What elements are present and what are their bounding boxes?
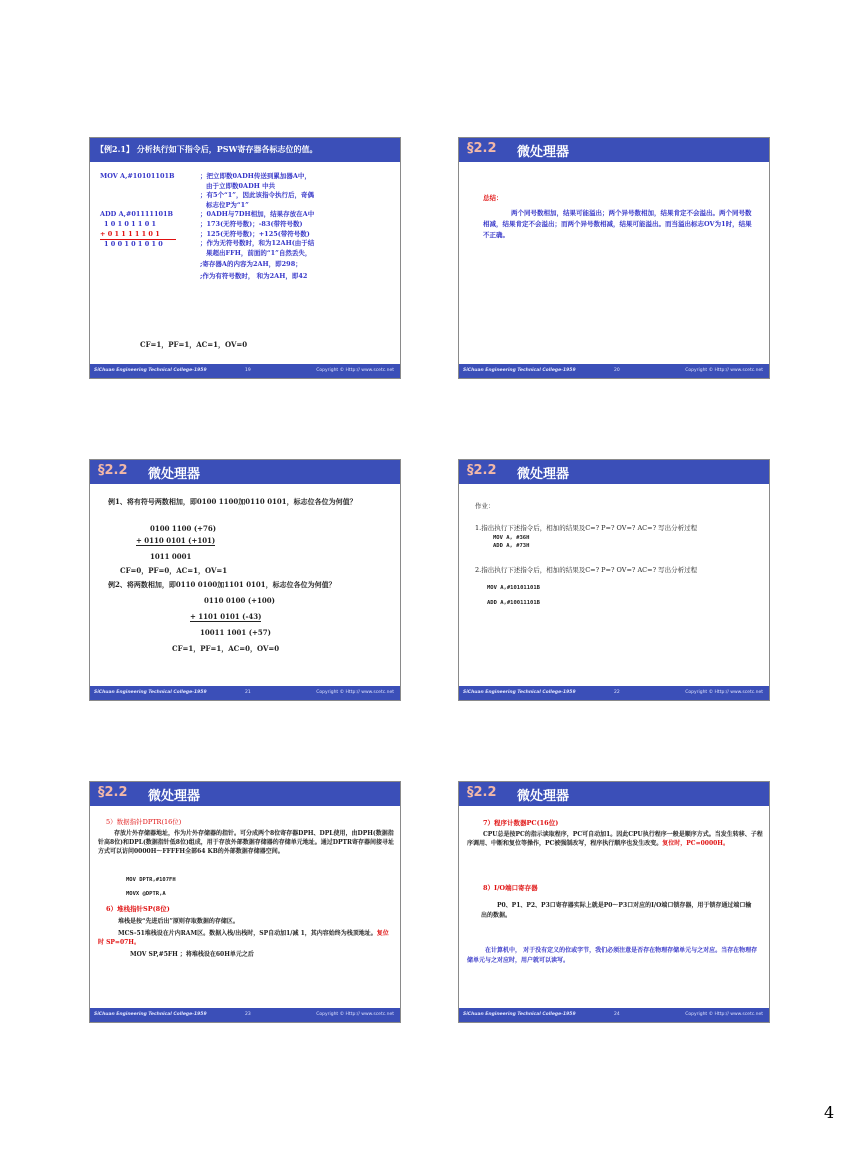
slide-title: 微处理器 (517, 467, 570, 482)
slide-19 (89, 137, 401, 379)
slide-footer (90, 686, 400, 700)
slide-header (459, 782, 769, 806)
dptr-code: MOVX @DPTR,A (126, 891, 166, 897)
row-left: ADD A,#01111101B (100, 210, 174, 219)
dptr-heading: 5）数据指针DPTR(16位) (106, 818, 182, 826)
section-number: §2.2 (98, 785, 128, 800)
pc-text (467, 830, 763, 848)
slide-title: 【例2.1】 分析执行如下指令后，PSW寄存器各标志位的值。 (96, 144, 318, 154)
page-number: 4 (824, 1103, 835, 1122)
slide-20 (458, 137, 770, 379)
row-comment: ；把立即数0ADH传送到累加器A中， (200, 172, 311, 180)
sp-heading: 6）堆栈指针SP(8位) (106, 905, 170, 913)
row-comment: ;寄存器A的内容为2AH，即298； (200, 260, 302, 269)
footer-copyright: Copyright © Http:// www.scetc.net (316, 368, 394, 373)
comment-col (200, 172, 396, 282)
sp-code: MOV SP,#5FH ；将堆栈设在60H单元之后 (130, 951, 254, 958)
footer-page-num: 23 (245, 1012, 251, 1017)
section-number: §2.2 (467, 785, 497, 800)
footer-college: SiChuan Engineering Technical College-1959 (463, 690, 576, 695)
example-2-question: 例2、将两数相加，即0110 0100加1101 0101，标志位各位为何值？ (108, 580, 336, 589)
footer-page-num: 19 (245, 368, 251, 373)
row-comment: ；0ADH与7DH相加，结果存放在A中 (200, 210, 315, 219)
row-comment: ；有5个“1”，因此该指令执行后，奇偶 (200, 191, 315, 200)
note-text: 在计算机中， 对于没有定义的位或字节，我们必须注意是否存在物理存储单元与之对应。当存在物理存储单元与之对应时，用户就可以读写。 (467, 947, 758, 964)
slide-title: 微处理器 (148, 789, 201, 804)
slide-21 (89, 459, 401, 701)
footer-college: SiChuan Engineering Technical College-1959 (94, 368, 207, 373)
homework-code: ADD A, #73H (493, 543, 530, 549)
example-1-line: + 0110 0101 (+101) (136, 536, 216, 545)
slide-title: 微处理器 (517, 789, 570, 804)
footer-copyright: Copyright © Http:// www.scetc.net (316, 1012, 394, 1017)
section-number: §2.2 (467, 463, 497, 478)
example-1-line: 0100 1100 (+76) (150, 524, 217, 533)
footer-page-num: 20 (614, 368, 620, 373)
example-1-question: 例1、将有符号两数相加，即0100 1100加0110 0101，标志位各位为何值？ (108, 497, 357, 506)
footer-page-num: 24 (614, 1012, 620, 1017)
slide-footer (459, 1008, 769, 1022)
slide-footer (459, 364, 769, 378)
slide-header (459, 138, 769, 162)
footer-copyright: Copyright © Http:// www.scetc.net (685, 690, 763, 695)
row-comment: ；125(无符号数)；+125(带符号数) (200, 229, 310, 238)
instr-col (100, 172, 210, 250)
row-comment: ;作为有符号数时， 和为2AH，即42 (200, 271, 308, 280)
footer-page-num: 22 (614, 690, 620, 695)
slide-footer (459, 686, 769, 700)
pc-heading: 7）程序计数器PC(16位) (483, 819, 559, 827)
example-2-line: 0110 0100 (+100) (204, 596, 275, 605)
homework-question-1: 1.指出执行下述指令后，相加的结果及C=? P=? OV=? AC=? 写出分析过程 (475, 524, 698, 532)
row-comment: 由于立即数0ADH 中共 (206, 181, 276, 190)
row-comment: ；作为无符号数时，和为12AH(由于结 (200, 239, 315, 248)
row-left: 1 0 1 0 1 1 0 1 (104, 219, 157, 228)
footer-college: SiChuan Engineering Technical College-1959 (463, 1012, 576, 1017)
sp-detail: MCS-51堆栈设在片内RAM区。数据入栈/出栈时，SP自动加1/减 1，其内容始终为栈顶地址。 (118, 930, 377, 937)
slide-23 (89, 781, 401, 1023)
footer-copyright: Copyright © Http:// www.scetc.net (685, 1012, 763, 1017)
io-heading: 8）I/O端口寄存器 (483, 884, 538, 892)
homework-label: 作业： (475, 502, 495, 510)
footer-college: SiChuan Engineering Technical College-1959 (463, 368, 576, 373)
slide-22 (458, 459, 770, 701)
row-comment: 标志位P为“1” (206, 200, 249, 209)
slide-header (90, 138, 400, 162)
footer-copyright: Copyright © Http:// www.scetc.net (316, 690, 394, 695)
row-comment: ；173(无符号数)；-83(带符号数) (200, 219, 303, 228)
slide-title: 微处理器 (148, 467, 201, 482)
pc-reset: 复位时，PC=0000H。 (662, 840, 729, 847)
slide-title: 微处理器 (517, 145, 570, 160)
footer-college: SiChuan Engineering Technical College-1959 (94, 690, 207, 695)
row-left: 1 0 0 1 0 1 0 1 0 (104, 240, 163, 249)
sp-text: 堆栈是按“先进后出”原则存取数据的存储区。 (118, 918, 239, 925)
slide-footer (90, 1008, 400, 1022)
example-1-flags: CF=0，PF=0，AC=1，OV=1 (120, 566, 228, 575)
homework-code: MOV A,#10101101B (487, 585, 540, 591)
dptr-text: 存放片外存储器地址，作为片外存储器的指针。可分成两个8位寄存器DPH、DPL使用，由DPH(数据指针高8位)和DPL(数据指针低8位)组成，用于存放外部数据存储器的存储单元地址。通过DPTR寄存器间接寻址方式可以访问0000H～FFFFH全部64 KB的外部数据存储器空间。 (98, 830, 394, 855)
section-number: §2.2 (98, 463, 128, 478)
example-2-result: 10011 1001 (+57) (200, 628, 271, 637)
example-2-flags: CF=1，PF=1，AC=0，OV=0 (172, 644, 280, 653)
footer-copyright: Copyright © Http:// www.scetc.net (685, 368, 763, 373)
summary-label: 总结： (483, 194, 503, 202)
example-1-result: 1011 0001 (150, 552, 192, 561)
io-text: P0、P1、P2、P3口寄存器实际上就是P0～P3口对应的I/O端口锁存器，用于锁存通过端口输出的数据。 (481, 902, 752, 919)
flags-line: CF=1，PF=1，AC=1，OV=0 (140, 340, 248, 349)
sp-text (98, 929, 394, 947)
example-2-line: + 1101 0101 (-43) (190, 612, 262, 621)
row-comment: 果超出FFH，前面的“1”自然丢失， (206, 248, 312, 257)
row-left: + 0 1 1 1 1 1 0 1 (100, 230, 176, 241)
summary-text: 两个同号数相加，结果可能溢出；两个异号数相加，结果肯定不会溢出。两个同号数相减，结果肯定不会溢出；而两个异号数相减，结果可能溢出。而当溢出标志OV为1时，结果不正确。 (483, 209, 752, 239)
pc-detail: CPU总是按PC的指示读取程序，PC可自动加1。因此CPU执行程序一般是顺序方式。当发生转移、子程序调用、中断和复位等操作，PC被强制改写，程序执行顺序也发生改变。 (467, 831, 763, 847)
footer-college: SiChuan Engineering Technical College-1959 (94, 1012, 207, 1017)
slide-header (90, 460, 400, 484)
row-left: MOV A,#10101101B (100, 172, 175, 180)
slide-header (459, 460, 769, 484)
section-number: §2.2 (467, 141, 497, 156)
slide-header (90, 782, 400, 806)
slide-footer (90, 364, 400, 378)
homework-code: ADD A,#10011101B (487, 600, 540, 606)
sp-reset: 复位时 SP=07H。 (98, 930, 389, 946)
homework-code: MOV A, #36H (493, 535, 530, 541)
footer-page-num: 21 (245, 690, 251, 695)
dptr-code: MOV DPTR,#107FH (126, 877, 176, 883)
homework-question-2: 2.指出执行下述指令后，相加的结果及C=? P=? OV=? AC=? 写出分析过程 (475, 566, 698, 574)
slide-24 (458, 781, 770, 1023)
